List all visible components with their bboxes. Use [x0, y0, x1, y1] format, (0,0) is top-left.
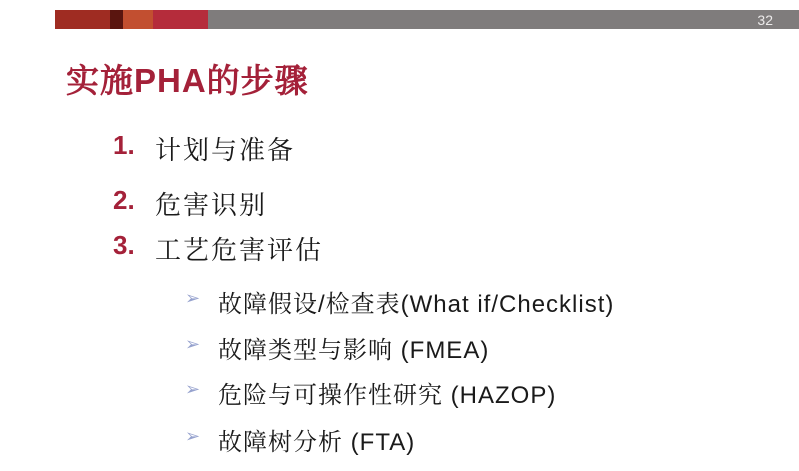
accent-block-crimson: [153, 10, 208, 29]
accent-block-maroon: [110, 10, 123, 29]
list-item-text: 危害识别: [155, 190, 268, 220]
list-item: [113, 185, 267, 222]
page-number: 32: [757, 11, 773, 28]
list-item-number: 1.: [113, 130, 135, 160]
arrow-bullet-icon: ➢: [185, 288, 201, 308]
list-item: [113, 230, 323, 267]
list-item-number: 3.: [113, 230, 135, 260]
accent-block-orange: [123, 10, 153, 29]
sub-list-item-text: 故障假设/检查表(What if/Checklist): [218, 291, 615, 318]
arrow-bullet-icon: ➢: [185, 379, 201, 399]
top-bar-left-spacer: [0, 10, 55, 29]
sub-list-item-text: 故障树分析 (FTA): [218, 429, 416, 456]
arrow-bullet-icon: ➢: [185, 334, 201, 354]
top-accent-bar: [0, 10, 799, 29]
sub-list-item: [185, 375, 556, 410]
list-item-number: 2.: [113, 185, 135, 215]
sub-list-item: [185, 422, 415, 457]
list-item-text: 工艺危害评估: [155, 235, 324, 265]
list-item: [113, 130, 295, 167]
sub-list-item-text: 危险与可操作性研究 (HAZOP): [218, 382, 557, 409]
slide-title: 实施PHA的步骤: [66, 62, 309, 99]
top-gray-bar: [208, 10, 799, 29]
accent-block-brick: [55, 10, 110, 29]
list-item-text: 计划与准备: [155, 135, 296, 165]
sub-list-item: [185, 284, 614, 319]
sub-list-item-text: 故障类型与影响 (FMEA): [218, 337, 490, 364]
sub-list-item: [185, 330, 489, 365]
arrow-bullet-icon: ➢: [185, 426, 201, 446]
